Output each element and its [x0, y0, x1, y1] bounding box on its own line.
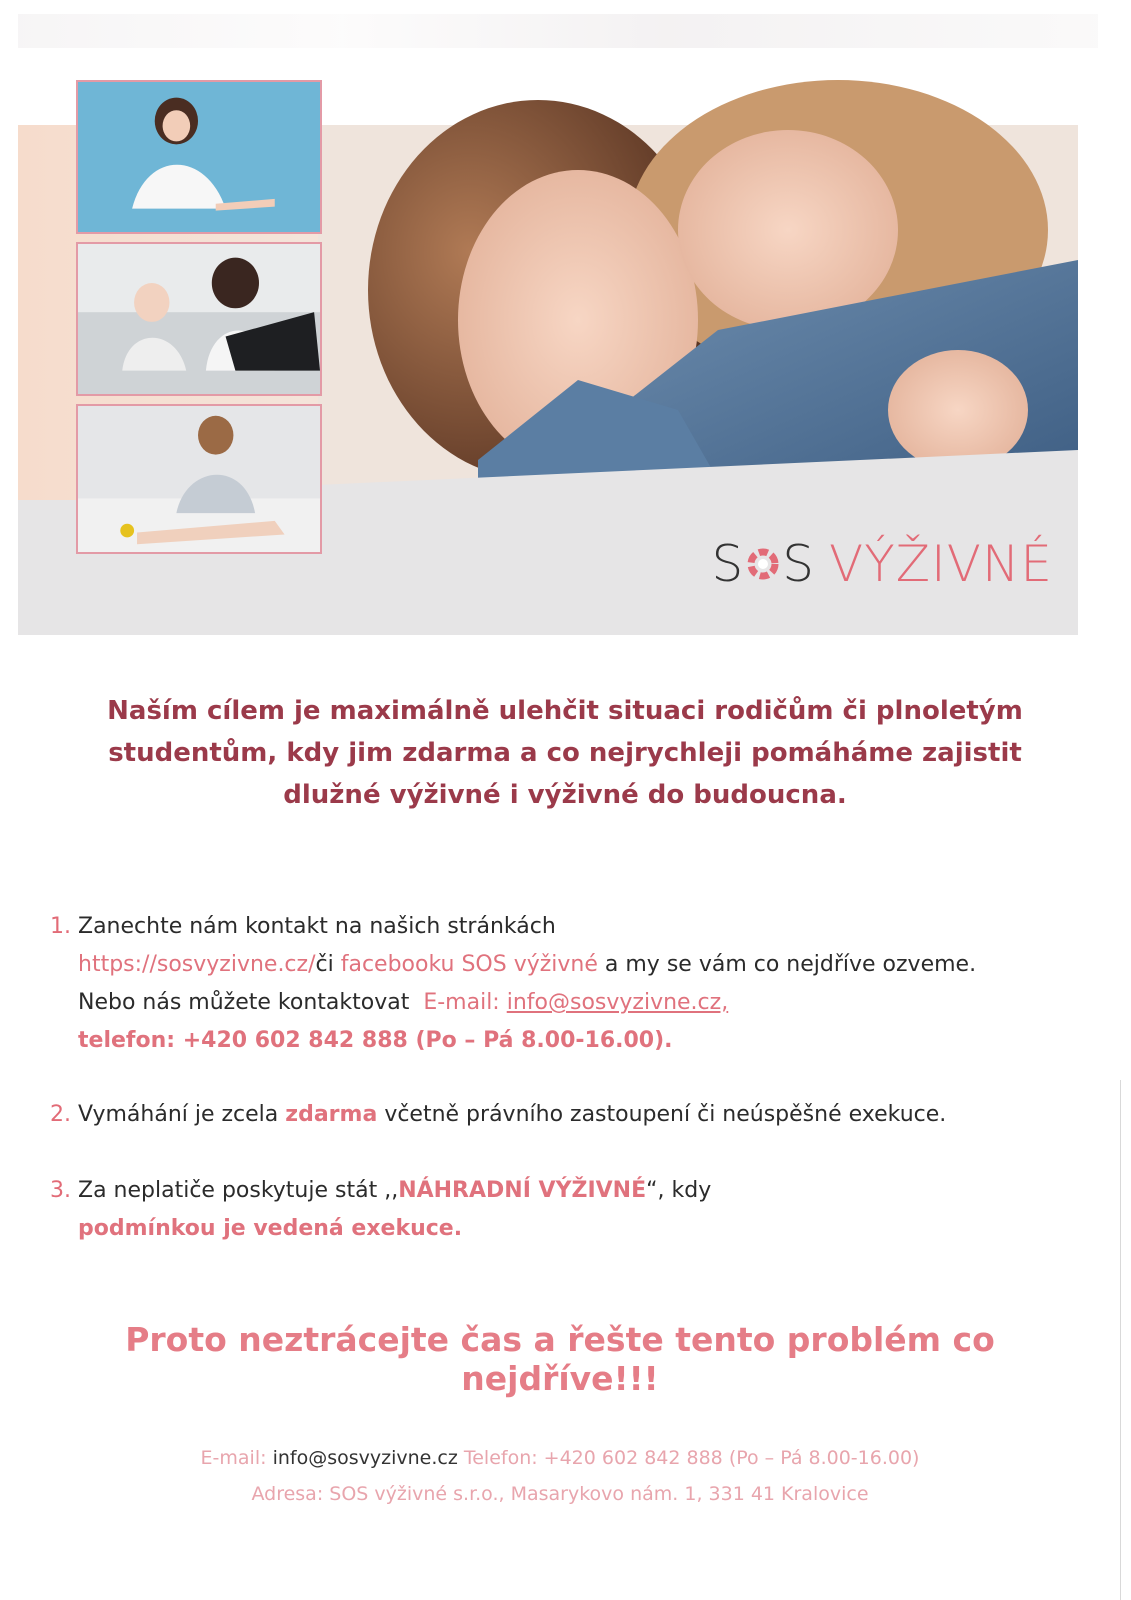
- step-2-highlight: zdarma: [285, 1102, 378, 1127]
- logo-letter-s: S: [711, 535, 745, 593]
- step-3-highlight: NÁHRADNÍ VÝŽIVNÉ: [398, 1178, 647, 1203]
- step-3: [50, 1172, 1100, 1248]
- step-2-text-a: Vymáhání je zcela: [78, 1102, 279, 1127]
- scan-edge: [1120, 1080, 1121, 1600]
- mission-headline: [60, 690, 1070, 816]
- step-number: 2.: [50, 1102, 71, 1127]
- step-2-text-b: včetně právního zastoupení či neúspěšné exekuce.: [384, 1102, 947, 1127]
- scan-artifact: [18, 14, 1098, 48]
- step-1-contact-text: a my se vám co nejdříve ozveme.: [604, 952, 977, 977]
- email-label: E-mail:: [423, 990, 500, 1015]
- step-number: 1.: [50, 914, 71, 939]
- footer-address: Adresa: SOS výživné s.r.o., Masarykovo nám. 1, 331 41 Kralovice: [251, 1483, 869, 1505]
- step-number: 3.: [50, 1178, 71, 1203]
- footer-contact-line: [30, 1440, 1090, 1476]
- step-1: [50, 908, 1100, 1060]
- headline-line-2: studentům, kdy jim zdarma a co nejrychleji pomáháme zajistit: [108, 738, 1022, 768]
- step-3-text-b: “, kdy: [646, 1178, 712, 1203]
- step-2: [50, 1096, 1100, 1134]
- thumbnail-mother-child-floor: [76, 404, 322, 554]
- lifebuoy-icon: [746, 547, 780, 581]
- footer: [30, 1440, 1090, 1512]
- phone-line: telefon: +420 602 842 888 (Po – Pá 8.00-16.00).: [78, 1028, 673, 1053]
- step-1-contact-prompt: Nebo nás můžete kontaktovat: [78, 990, 410, 1015]
- footer-email[interactable]: info@sosvyzivne.cz: [272, 1447, 458, 1469]
- footer-email-label: E-mail:: [200, 1447, 267, 1469]
- thumbnail-mother-baby-laptop: [76, 242, 322, 396]
- headline-line-1: Naším cílem je maximálně ulehčit situaci rodičům či plnoletým: [107, 696, 1023, 726]
- thumbnail-mother-child-blue: [76, 80, 322, 234]
- call-to-action: Proto neztrácejte čas a řešte tento problém co nejdříve!!!: [125, 1320, 995, 1398]
- step-3-line-1: [78, 1172, 1100, 1210]
- step-3-condition: podmínkou je vedená exekuce.: [78, 1216, 463, 1241]
- footer-phone: Telefon: +420 602 842 888 (Po – Pá 8.00-16.00): [463, 1447, 920, 1469]
- email-link[interactable]: info@sosvyzivne.cz,: [506, 990, 729, 1015]
- headline-line-3: dlužné výživné i výživné do budoucna.: [283, 780, 847, 810]
- step-3-text-a: Za neplatiče poskytuje stát ,,: [78, 1178, 399, 1203]
- website-link[interactable]: https://sosvyzivne.cz/: [78, 952, 316, 977]
- step-1-or: či: [315, 952, 334, 977]
- step-1-line-3: [78, 984, 1100, 1022]
- facebook-link[interactable]: facebooku SOS výživné: [340, 952, 598, 977]
- logo-letter-s-2: S: [782, 535, 816, 593]
- sos-vyzivne-logo: [712, 535, 1053, 593]
- logo-word: VÝŽIVNÉ: [829, 535, 1053, 593]
- step-1-line-1: Zanechte nám kontakt na našich stránkách: [78, 914, 556, 939]
- step-1-line-2: [78, 946, 1100, 984]
- steps-list: [50, 908, 1100, 1248]
- hero-banner: [18, 80, 1103, 650]
